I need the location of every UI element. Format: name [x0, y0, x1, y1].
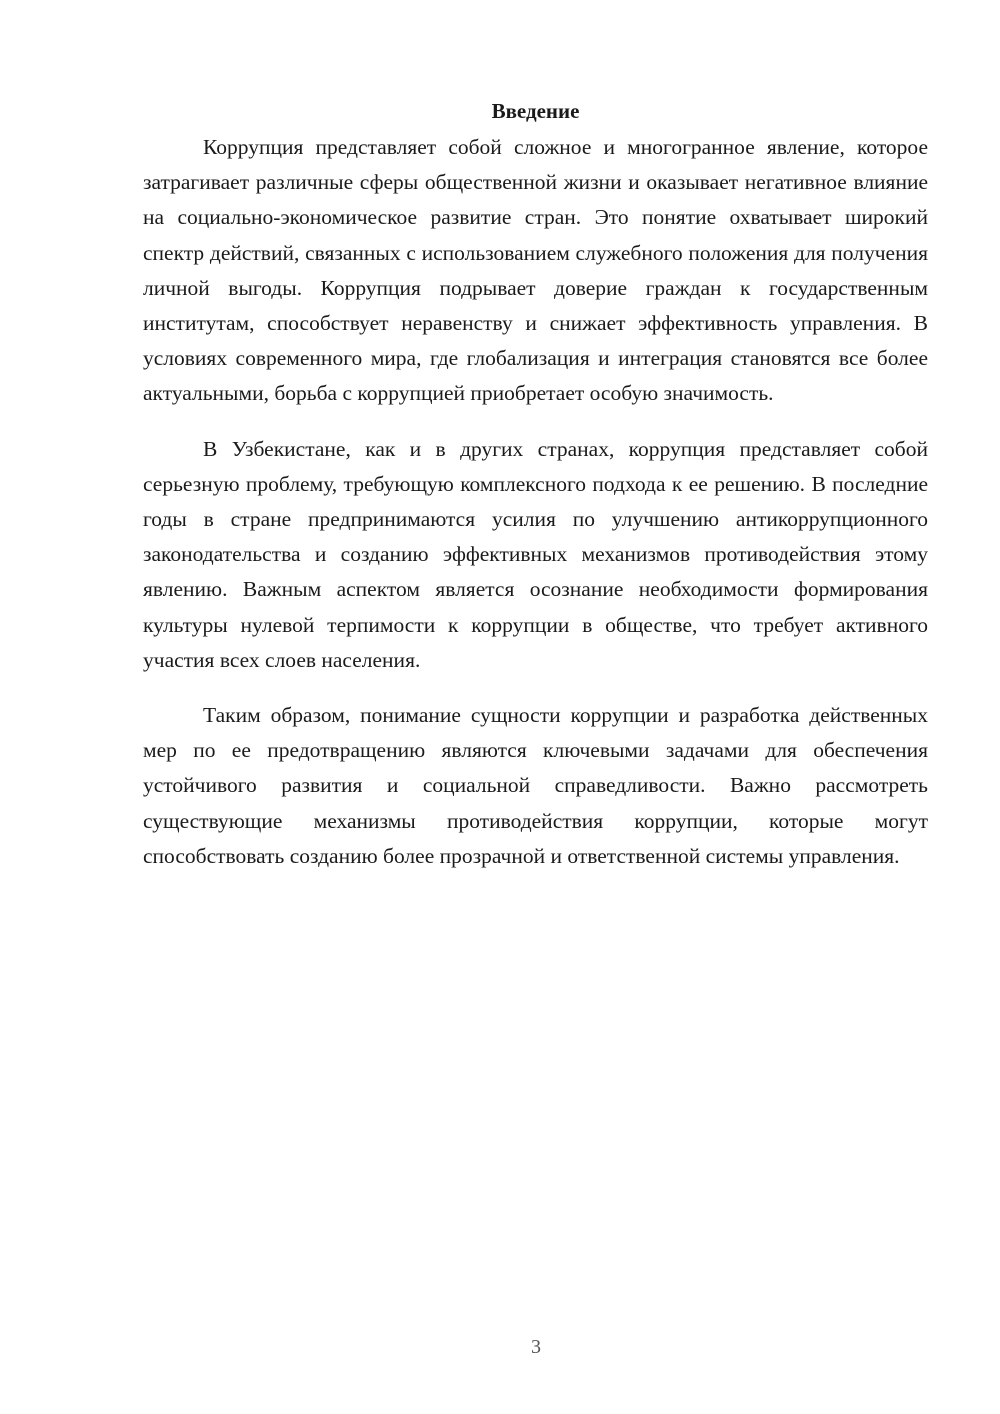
section-title: Введение [491, 99, 580, 123]
page-content [143, 94, 928, 874]
paragraph-1: Коррупция представляет собой сложное и многогранное явление, которое затрагивает различные сферы общественной жизни и оказывает негативное влияние на социально-экономическое развитие стран. Это понятие охватывает широкий спектр действий, связанных с использованием служебного положения для получения личной выгоды. Коррупция подрывает доверие граждан к государственным институтам, способствует неравенству и снижает эффективность управления. В условиях современного мира, где глобализация и интеграция становятся все более актуальными, борьба с коррупцией приобретает особую значимость. [143, 135, 928, 406]
paragraph-2: В Узбекистане, как и в других странах, коррупция представляет собой серьезную проблему, требующую комплексного подхода к ее решению. В последние годы в стране предпринимаются усилия по улучшению антикоррупционного законодательства и созданию эффективных механизмов противодействия этому явлению. Важным аспектом является осознание необходимости формирования культуры нулевой терпимости к коррупции в обществе, что требует активного участия всех слоев населения. [143, 436, 928, 672]
page-number: 3 [531, 1336, 541, 1358]
paragraph-3: Таким образом, понимание сущности коррупции и разработка действенных мер по ее предотвращению являются ключевыми задачами для обеспечения устойчивого развития и социальной справедливости. Важно рассмотреть существующие механизмы противодействия коррупции, которые могут способствовать созданию более прозрачной и ответственной системы управления. [143, 703, 928, 868]
